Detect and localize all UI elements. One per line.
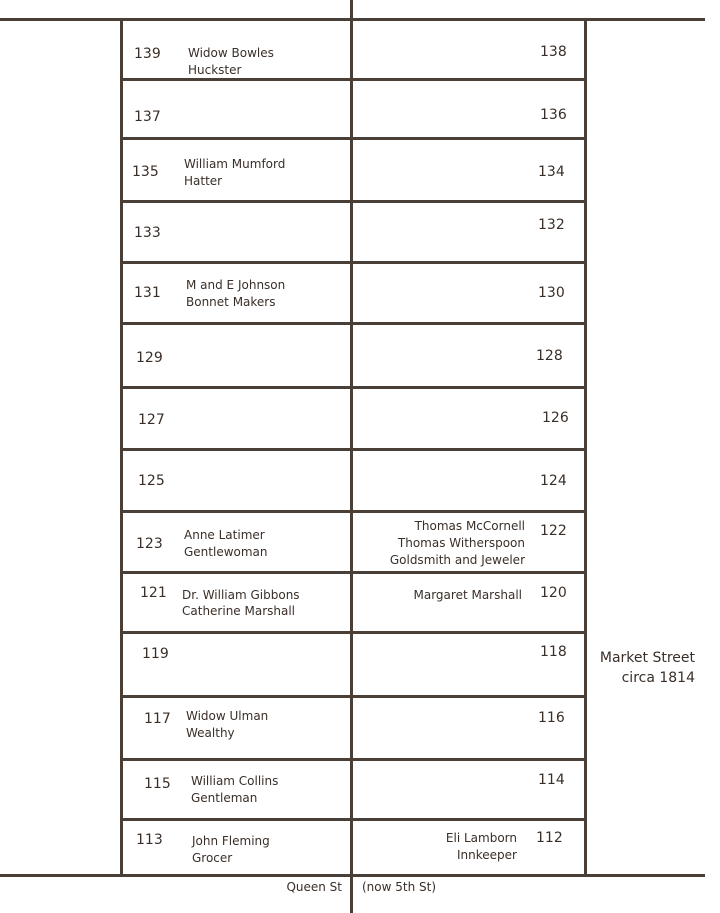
occupant-name-115: William Collins [191, 774, 279, 788]
lot-number-118: 118 [540, 644, 567, 660]
occupant-name-121a: Dr. William Gibbons [182, 588, 300, 602]
lot-divider [120, 818, 587, 821]
occupant-name-112: Eli Lamborn [445, 831, 517, 845]
lot-number-135: 135 [132, 164, 159, 180]
lot-number-136: 136 [540, 107, 567, 123]
lot-number-130: 130 [538, 285, 565, 301]
lot-number-112: 112 [536, 830, 563, 846]
queen-street-label: Queen St [286, 880, 342, 894]
lot-divider [120, 448, 587, 451]
occupant-name-122b: Thomas Witherspoon [397, 536, 525, 550]
lot-number-116: 116 [538, 710, 565, 726]
occupant-name-122a: Thomas McCornell [414, 519, 525, 533]
lot-divider [120, 510, 587, 513]
lot-number-125: 125 [138, 473, 165, 489]
map-title [600, 648, 695, 688]
lot-number-113: 113 [136, 832, 163, 848]
queen-street-note: (now 5th St) [362, 880, 437, 894]
occupant-trade-122: Goldsmith and Jeweler [389, 553, 525, 567]
occupant-trade-117: Wealthy [186, 726, 235, 740]
occupant-name-120: Margaret Marshall [413, 588, 522, 602]
lot-divider [120, 322, 587, 325]
map-title-line2: circa 1814 [621, 670, 695, 686]
lot-divider [120, 200, 587, 203]
lot-divider [120, 631, 587, 634]
lot-number-119: 119 [142, 646, 169, 662]
lot-number-114: 114 [538, 772, 565, 788]
occupant-trade-135: Hatter [184, 174, 223, 188]
map-title-line1: Market Street [599, 650, 695, 666]
occupant-trade-112: Innkeeper [457, 848, 517, 862]
occupant-name-131: M and E Johnson [186, 278, 286, 292]
lot-number-137: 137 [134, 109, 161, 125]
lot-divider [120, 137, 587, 140]
lot-divider [120, 571, 587, 574]
lot-number-115: 115 [144, 776, 171, 792]
occupant-name-123: Anne Latimer [184, 528, 265, 542]
occupant-trade-131: Bonnet Makers [186, 295, 276, 309]
occupant-trade-123: Gentlewoman [184, 545, 268, 559]
occupant-name-113: John Fleming [192, 834, 270, 848]
lot-number-123: 123 [136, 536, 163, 552]
occupant-trade-139: Huckster [188, 63, 242, 77]
lot-number-120: 120 [540, 585, 567, 601]
lot-number-133: 133 [134, 225, 161, 241]
lot-number-134: 134 [538, 164, 565, 180]
lot-number-121: 121 [140, 585, 167, 601]
occupant-name-121b: Catherine Marshall [182, 604, 296, 618]
lot-divider [120, 386, 587, 389]
lot-number-124: 124 [540, 473, 567, 489]
lot-divider [120, 261, 587, 264]
lot-number-139: 139 [134, 46, 161, 62]
lot-number-138: 138 [540, 44, 567, 60]
lot-number-129: 129 [136, 350, 163, 366]
occupant-trade-115: Gentleman [191, 791, 258, 805]
lot-number-126: 126 [542, 410, 569, 426]
occupant-name-117: Widow Ulman [186, 709, 269, 723]
occupant-trade-113: Grocer [192, 851, 233, 865]
occupant-name-135: William Mumford [184, 157, 286, 171]
lot-number-117: 117 [144, 711, 171, 727]
lot-number-127: 127 [138, 412, 165, 428]
lot-number-131: 131 [134, 285, 161, 301]
lot-divider [120, 758, 587, 761]
occupant-name-139: Widow Bowles [188, 46, 274, 60]
lot-number-122: 122 [540, 523, 567, 539]
lot-divider [120, 695, 587, 698]
lot-number-128: 128 [536, 348, 563, 364]
lot-number-132: 132 [538, 217, 565, 233]
